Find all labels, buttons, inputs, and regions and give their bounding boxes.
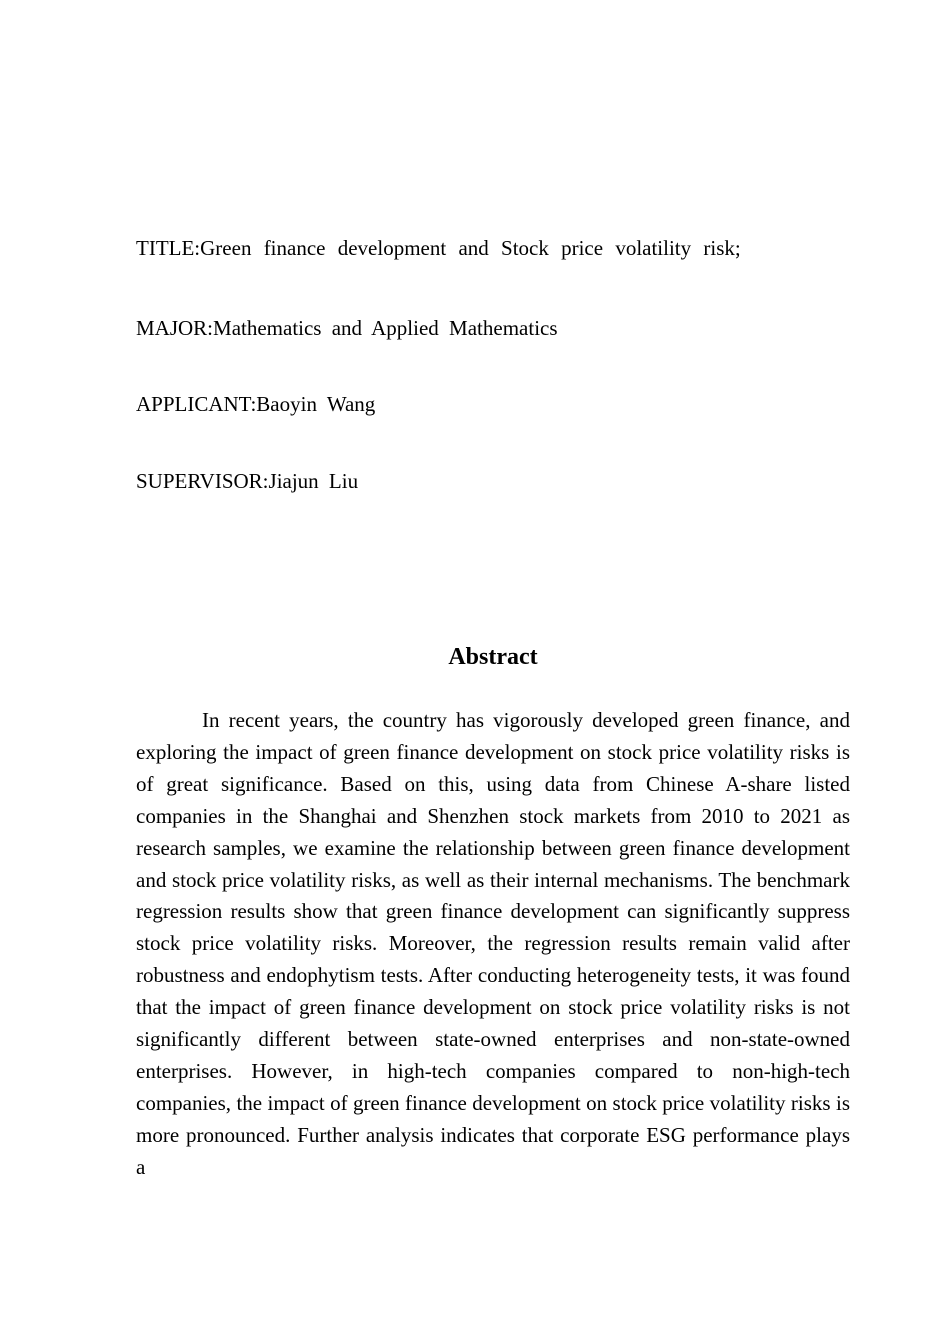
thesis-major: MAJOR:Mathematics and Applied Mathematics <box>136 316 558 340</box>
thesis-applicant: APPLICANT:Baoyin Wang <box>136 392 376 416</box>
thesis-supervisor: SUPERVISOR:Jiajun Liu <box>136 469 359 493</box>
thesis-title: TITLE:Green finance development and Stock price volatility risk; <box>136 236 741 260</box>
abstract-heading: Abstract <box>448 644 538 670</box>
abstract-body: In recent years, the country has vigorously developed green finance, and exploring the impact of green finance development on stock price volatility risks is of great significance. Based on this, using data from Chinese A-share listed companies in the Shanghai and Shenzhen stock markets from 2010 to 2021 as research samples, we examine the relationship between green finance development and stock price volatility risks, as well as their internal mechanisms. The benchmark regression results show that green finance development can significantly suppress stock price volatility risks. Moreover, the regression results remain valid after robustness and endophytism tests. After conducting heterogeneity tests, it was found that the impact of green finance development on stock price volatility risks is not significantly different between state-owned enterprises and non-state-owned enterprises. However, in high-tech companies compared to non-high-tech companies, the impact of green finance development on stock price volatility risks is more pronounced. Further analysis indicates that corporate ESG performance plays a <box>136 708 850 1179</box>
